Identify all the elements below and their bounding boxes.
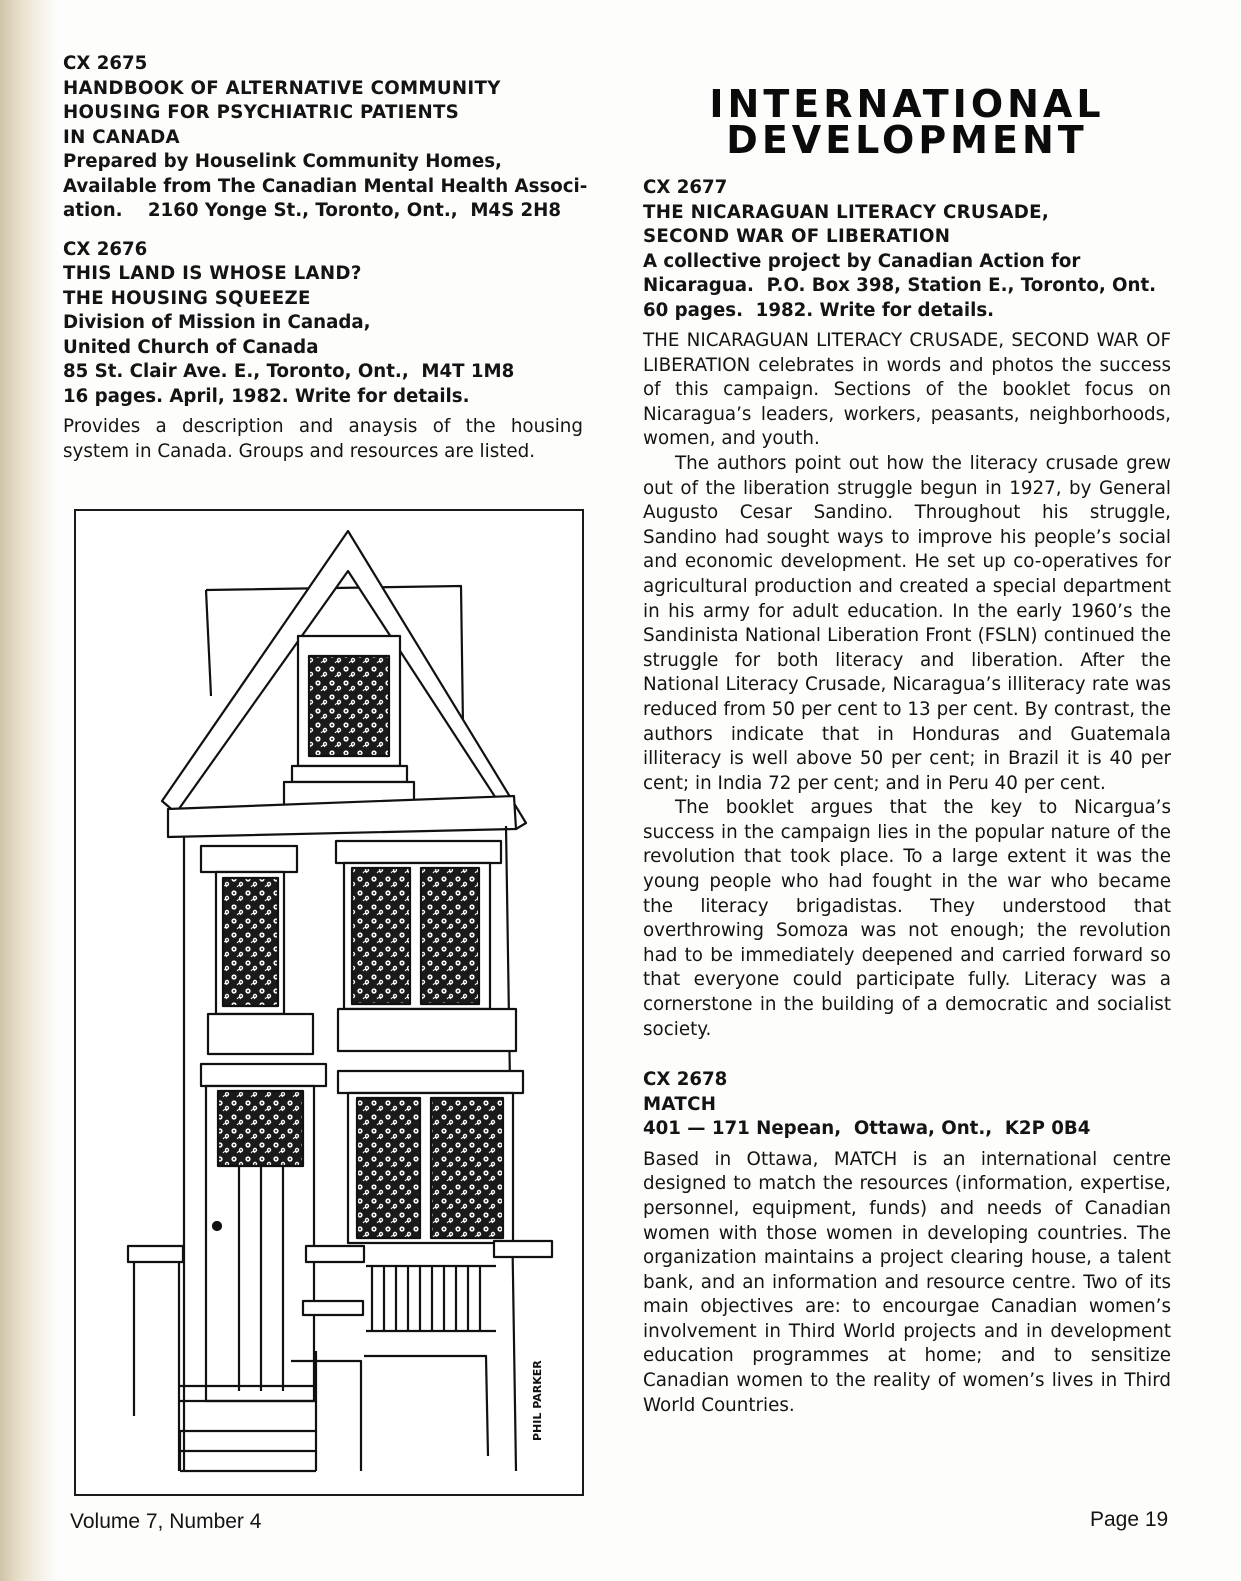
entry-details-line: 401 — 171 Nepean, Ottawa, Ont., K2P 0B4 bbox=[643, 1118, 1091, 1140]
left-column bbox=[63, 52, 588, 464]
entry-cx-2675 bbox=[63, 52, 588, 224]
entry-details-line: Prepared by Houselink Community Homes, bbox=[63, 151, 502, 172]
entry-title-line: HOUSING FOR PSYCHIATRIC PATIENTS bbox=[63, 102, 460, 123]
house-drawing bbox=[76, 511, 582, 1494]
section-title bbox=[643, 82, 1171, 162]
entry-title-line: THE NICARAGUAN LITERACY CRUSADE, bbox=[643, 201, 1050, 223]
entry-title-line: THIS LAND IS WHOSE LAND? bbox=[63, 263, 362, 284]
entry-code: CX 2676 bbox=[63, 238, 148, 260]
entry-details-line: A collective project by Canadian Action for bbox=[643, 250, 1081, 272]
right-column bbox=[643, 80, 1171, 1418]
entry-cx-2677 bbox=[643, 176, 1171, 1042]
entry-code: CX 2678 bbox=[643, 1069, 728, 1091]
entry-body bbox=[643, 1148, 1171, 1419]
entry-details-line: Available from The Canadian Mental Health Associ- bbox=[63, 175, 588, 197]
page-gutter-shadow bbox=[0, 0, 58, 1581]
paragraph: The booklet argues that the key to Nicargua’s success in the campaign lies in the popular nature of the revolution that took place. To a large extent it was the young people who had fought in the war who became the literacy brigadistas. They understood that overthrowing Somoza was not enough; the revolution had to be immediately deepened and carried forward so that everyone could participate fully. Literacy was a cornerstone in the building of a democratic and socialist society. bbox=[643, 797, 1171, 1040]
section-title-line: INTERNATIONAL bbox=[709, 82, 1105, 126]
entry-details-line: 60 pages. 1982. Write for details. bbox=[643, 299, 995, 321]
section-title-line: DEVELOPMENT bbox=[726, 118, 1088, 162]
entry-details-line: 16 pages. April, 1982. Write for details. bbox=[63, 385, 470, 407]
entry-details-line: Nicaragua. P.O. Box 398, Station E., Toronto, Ont. bbox=[643, 275, 1157, 296]
house-illustration bbox=[74, 509, 584, 1496]
page-number: Page 19 bbox=[1090, 1508, 1169, 1531]
entry-code: CX 2675 bbox=[63, 53, 148, 74]
artist-signature: PHIL PARKER bbox=[531, 1360, 544, 1441]
entry-title-line: HANDBOOK OF ALTERNATIVE COMMUNITY bbox=[63, 77, 501, 99]
entry-details-line: Division of Mission in Canada, bbox=[63, 312, 371, 333]
paragraph: The authors point out how the literacy crusade grew out of the liberation struggle begun in 1927, by General Augusto Cesar Sandino. Throughout his struggle, Sandino had sought ways to improve his people’s social and economic development. He set up co-operatives for agricultural production and created a special department in his army for adult education. In the early 1960’s the Sandinista National Liberation Front (FSLN) continued the struggle for both literacy and liberation. After the National Literacy Crusade, Nicaragua’s illiteracy rate was reduced from 50 per cent to 13 per cent. By contrast, the authors indicate that in Honduras and Guatemala illiteracy is well above 50 per cent; in Brazil it is 40 per cent; in India 72 per cent; and in Peru 40 per cent. bbox=[643, 452, 1171, 794]
entry-code: CX 2677 bbox=[643, 177, 728, 198]
entry-cx-2678 bbox=[643, 1068, 1171, 1418]
paragraph: THE NICARAGUAN LITERACY CRUSADE, SECOND WAR OF LIBERATION celebrates in words and photos the success of this campaign. Sections of the booklet focus on Nicaragua’s leaders, workers, peasants, neighborhoods, women, and youth. bbox=[643, 330, 1171, 450]
entry-title-line: MATCH bbox=[643, 1093, 717, 1115]
issue-label: Volume 7, Number 4 bbox=[70, 1510, 262, 1533]
paragraph: Based in Ottawa, MATCH is an international centre designed to match the resources (information, expertise, personnel, equipment, funds) and needs of Canadian women with those women in developing countries. The organization maintains a project clearing house, a talent bank, and an information and resource centre. Two of its main objectives are: to encourgae Canadian women’s involvement in Third World projects and in development education programmes at home; and to sensitize Canadian women to the reality of women’s lives in Third World Countries. bbox=[643, 1148, 1171, 1416]
entry-title-line: SECOND WAR OF LIBERATION bbox=[643, 226, 951, 247]
entry-details-line: 85 St. Clair Ave. E., Toronto, Ont., M4T 1M8 bbox=[63, 361, 515, 382]
entry-body bbox=[643, 329, 1171, 1042]
entry-details-line: ation. 2160 Yonge St., Toronto, Ont., M4S 2H8 bbox=[63, 200, 562, 221]
entry-description: Provides a description and anaysis of the housing system in Canada. Groups and resources are listed. bbox=[63, 416, 583, 462]
house-outline bbox=[128, 531, 552, 1471]
entry-details-line: United Church of Canada bbox=[63, 336, 319, 358]
entry-title-line: IN CANADA bbox=[63, 126, 180, 148]
entry-title-line: THE HOUSING SQUEEZE bbox=[63, 287, 311, 309]
entry-cx-2676 bbox=[63, 238, 583, 465]
